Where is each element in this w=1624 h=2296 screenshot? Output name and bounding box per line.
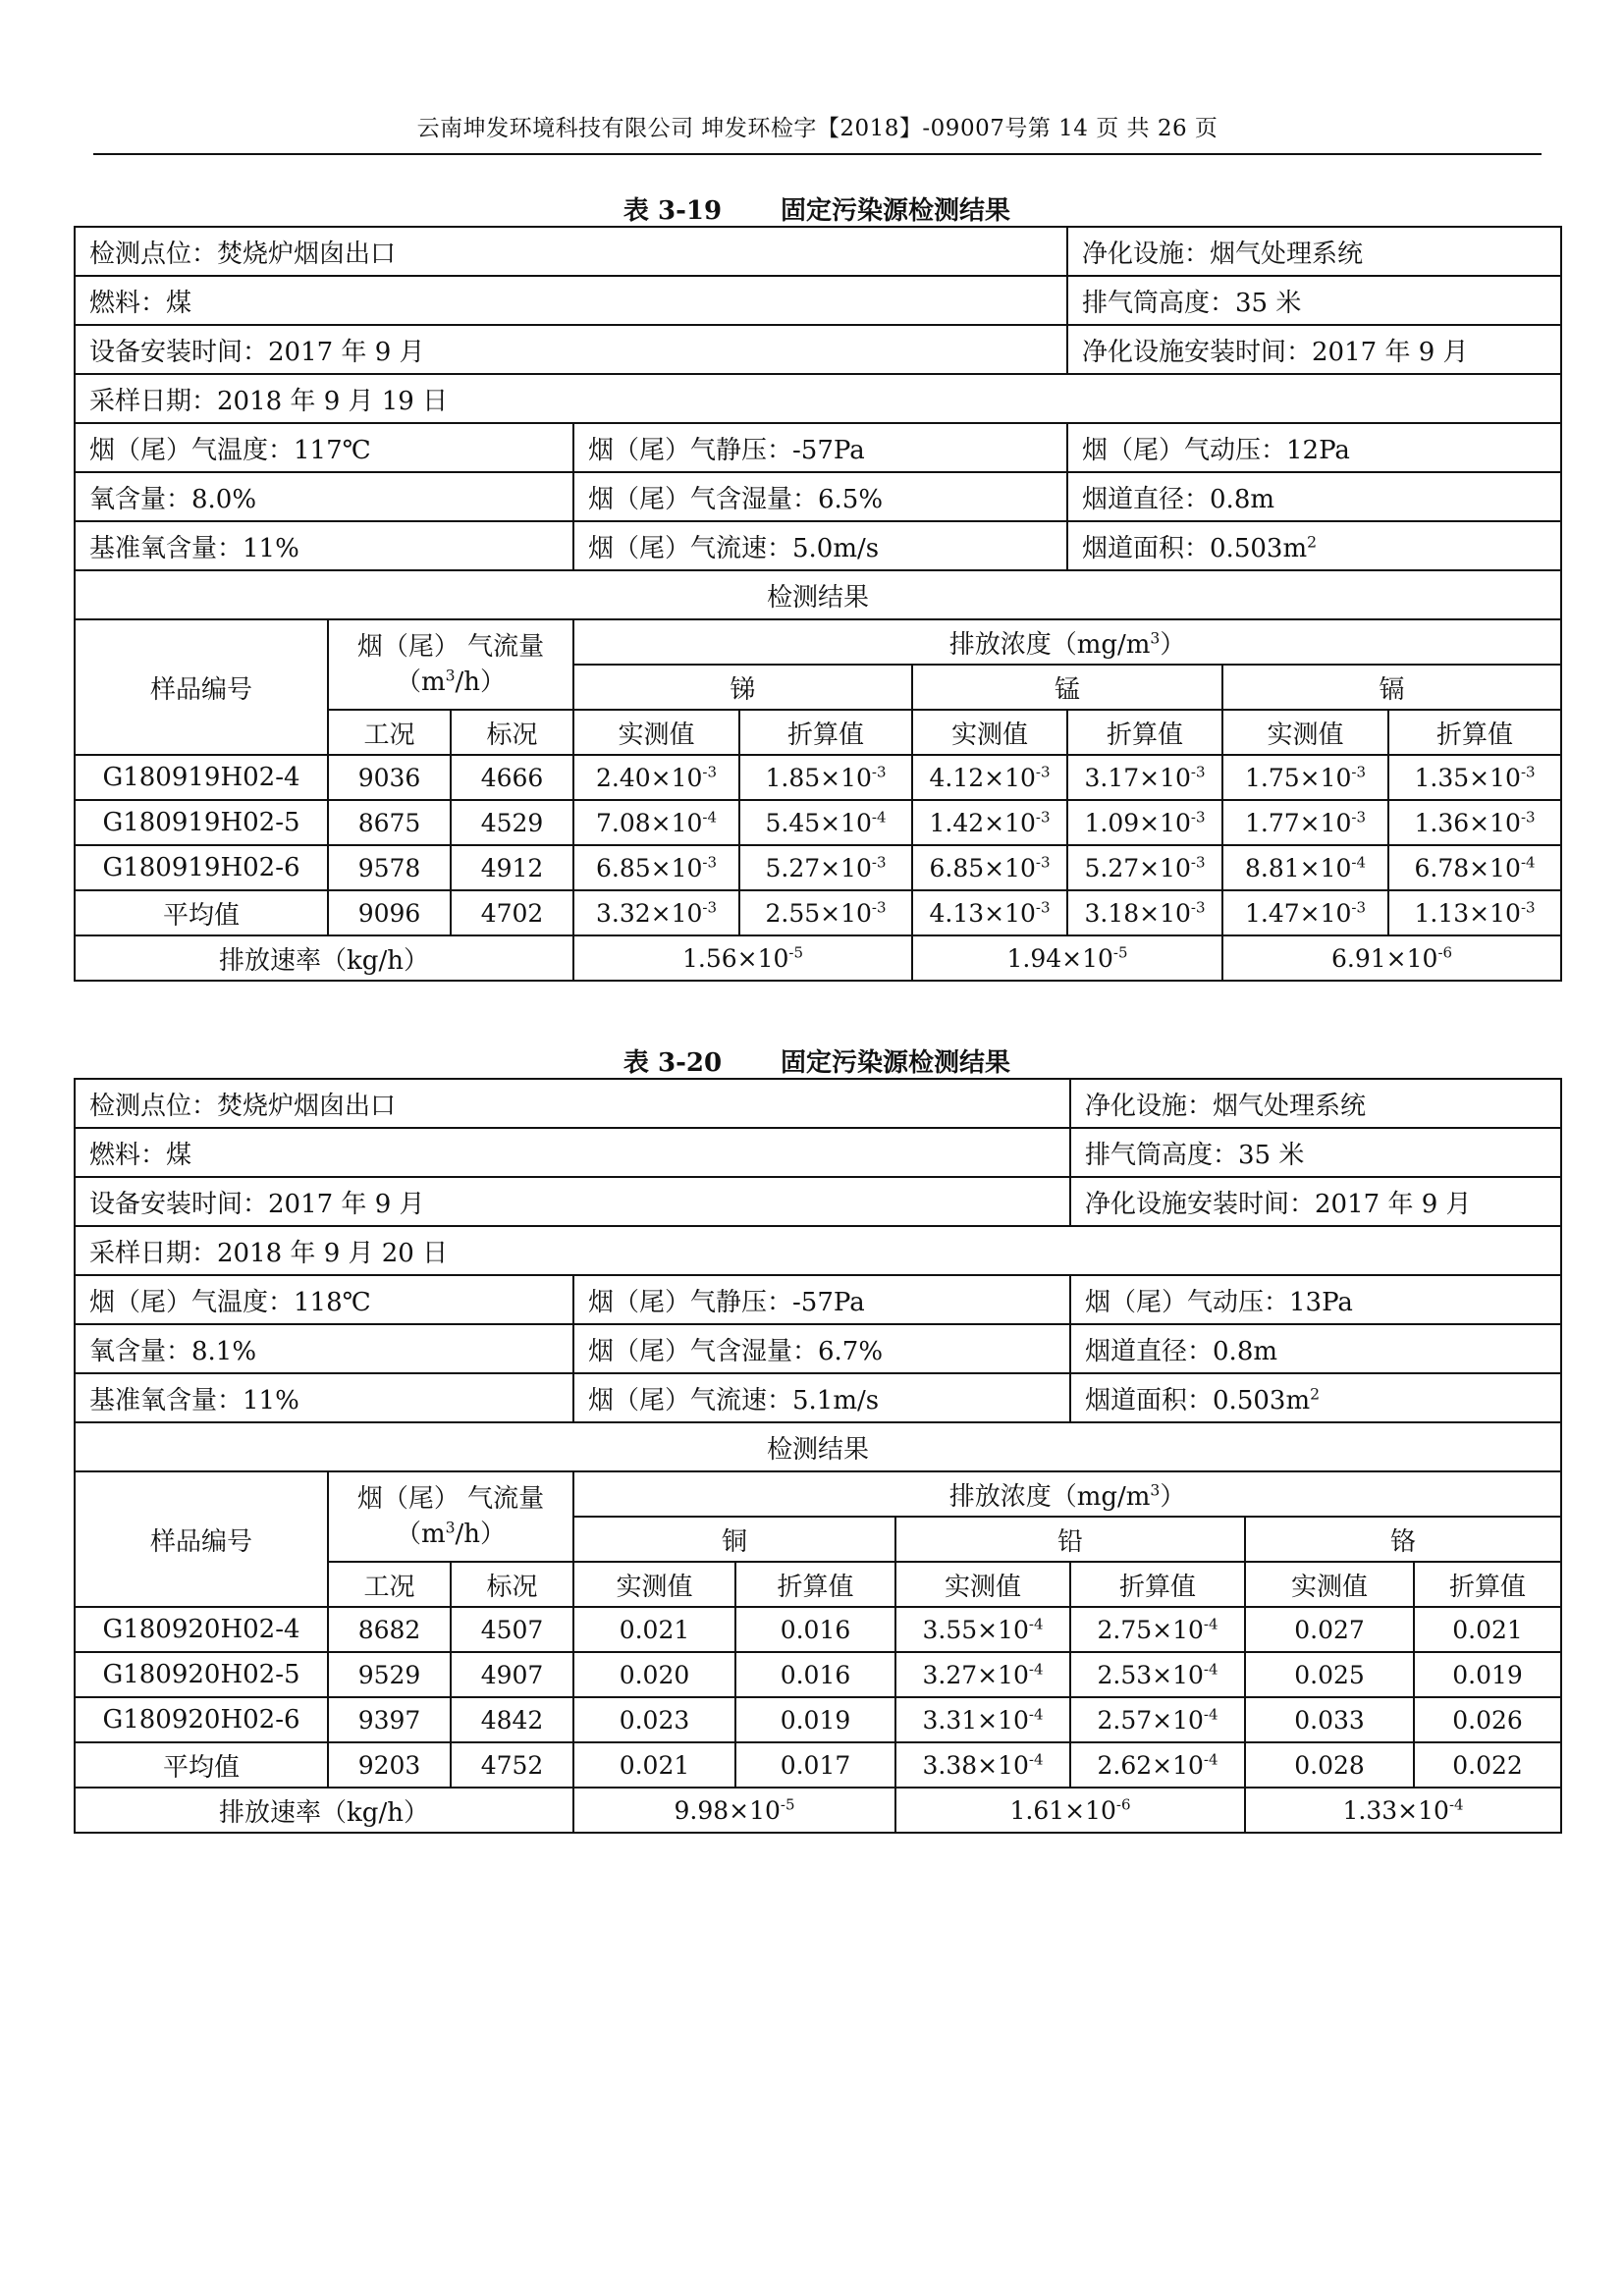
info-diameter: 烟道直径：0.8m	[1070, 1324, 1561, 1373]
col-measured: 实测值	[1245, 1562, 1414, 1607]
flow-work: 9578	[328, 845, 451, 890]
converted-value: $1.09\times 10^{-3}$	[1067, 800, 1222, 845]
measured-value: 0.021	[573, 1742, 735, 1788]
converted-value: $2.62\times 10^{-4}$	[1070, 1742, 1245, 1788]
info-install-time: 设备安装时间：2017 年 9 月	[75, 1177, 1070, 1226]
converted-value: $1.13\times 10^{-3}$	[1388, 890, 1561, 935]
measured-value: $6.85\times 10^{-3}$	[912, 845, 1067, 890]
col-converted: 折算值	[1414, 1562, 1561, 1607]
sample-id: G180920H02-6	[75, 1697, 328, 1742]
table-row	[75, 1652, 1561, 1697]
converted-value: 0.016	[735, 1652, 895, 1697]
measured-value: $4.12\times 10^{-3}$	[912, 755, 1067, 800]
info-area: 烟道面积：$0.503m^2$	[1067, 521, 1561, 570]
info-row	[75, 1226, 1561, 1275]
col-pollutant: 镉	[1222, 665, 1561, 710]
col-measured: 实测值	[895, 1562, 1070, 1607]
table-row	[75, 1742, 1561, 1788]
info-row	[75, 472, 1561, 521]
info-row	[75, 1079, 1561, 1128]
converted-value: 0.021	[1414, 1607, 1561, 1652]
results-title: 检测结果	[75, 570, 1561, 619]
info-area: 烟道面积：$0.503m^2$	[1070, 1373, 1561, 1422]
flow-standard: 4907	[451, 1652, 573, 1697]
col-converted: 折算值	[1070, 1562, 1245, 1607]
measured-value: 0.023	[573, 1697, 735, 1742]
info-row	[75, 1275, 1561, 1324]
measured-value: $2.40\times 10^{-3}$	[573, 755, 739, 800]
results-title-row	[75, 570, 1561, 619]
rate-value: $9.98\times 10^{-5}$	[573, 1788, 895, 1833]
col-flow: 烟（尾） 气流量 $(m^3/h)$	[328, 1471, 573, 1562]
table-row	[75, 800, 1561, 845]
info-fuel: 燃料：煤	[75, 276, 1067, 325]
measured-value: 0.025	[1245, 1652, 1414, 1697]
info-stack-height: 排气筒高度：35 米	[1070, 1128, 1561, 1177]
flow-work: 8682	[328, 1607, 451, 1652]
info-install-time: 设备安装时间：2017 年 9 月	[75, 325, 1067, 374]
measured-value: $3.31\times 10^{-4}$	[895, 1697, 1070, 1742]
converted-value: $2.55\times 10^{-3}$	[739, 890, 912, 935]
converted-value: $2.53\times 10^{-4}$	[1070, 1652, 1245, 1697]
rate-label: 排放速率（kg/h）	[75, 935, 573, 981]
info-oxygen: 氧含量：8.1%	[75, 1324, 573, 1373]
info-point: 检测点位：焚烧炉烟囱出口	[75, 1079, 1070, 1128]
measured-value: $6.85\times 10^{-3}$	[573, 845, 739, 890]
info-temperature: 烟（尾）气温度：117℃	[75, 423, 573, 472]
converted-value: $1.85\times 10^{-3}$	[739, 755, 912, 800]
converted-value: $5.27\times 10^{-3}$	[1067, 845, 1222, 890]
info-ref-oxygen: 基准氧含量：11%	[75, 1373, 573, 1422]
sample-id: G180920H02-4	[75, 1607, 328, 1652]
converted-value: 0.022	[1414, 1742, 1561, 1788]
converted-value: $1.35\times 10^{-3}$	[1388, 755, 1561, 800]
col-pollutant: 锰	[912, 665, 1222, 710]
info-row	[75, 374, 1561, 423]
info-row	[75, 276, 1561, 325]
col-measured: 实测值	[1222, 710, 1388, 755]
col-concentration: 排放浓度$(mg/m^3)$	[573, 1471, 1561, 1517]
converted-value: $2.57\times 10^{-4}$	[1070, 1697, 1245, 1742]
measured-value: $1.75\times 10^{-3}$	[1222, 755, 1388, 800]
info-humidity: 烟（尾）气含湿量：6.5%	[573, 472, 1067, 521]
col-work-condition: 工况	[328, 1562, 451, 1607]
info-diameter: 烟道直径：0.8m	[1067, 472, 1561, 521]
col-flow: 烟（尾） 气流量 $(m^3/h)$	[328, 619, 573, 710]
col-converted: 折算值	[1388, 710, 1561, 755]
sample-id: 平均值	[75, 1742, 328, 1788]
info-velocity: 烟（尾）气流速：5.1m/s	[573, 1373, 1070, 1422]
results-title-row	[75, 1422, 1561, 1471]
flow-standard: 4842	[451, 1697, 573, 1742]
measured-value: 0.033	[1245, 1697, 1414, 1742]
table-caption	[74, 190, 1560, 227]
info-row	[75, 227, 1561, 276]
rate-value: $6.91\times 10^{-6}$	[1222, 935, 1561, 981]
col-converted: 折算值	[735, 1562, 895, 1607]
rate-value: $1.61\times 10^{-6}$	[895, 1788, 1245, 1833]
info-oxygen: 氧含量：8.0%	[75, 472, 573, 521]
col-sample-id: 样品编号	[75, 1471, 328, 1607]
measured-value: 0.021	[573, 1607, 735, 1652]
col-sample-id: 样品编号	[75, 619, 328, 755]
measured-value: $3.27\times 10^{-4}$	[895, 1652, 1070, 1697]
table-caption	[74, 1042, 1560, 1079]
emission-table-2	[74, 1078, 1562, 1834]
info-velocity: 烟（尾）气流速：5.0m/s	[573, 521, 1067, 570]
results-title: 检测结果	[75, 1422, 1561, 1471]
flow-work: 9096	[328, 890, 451, 935]
info-row	[75, 1373, 1561, 1422]
col-concentration: 排放浓度$(mg/m^3)$	[573, 619, 1561, 665]
info-facility: 净化设施：烟气处理系统	[1067, 227, 1561, 276]
rate-row	[75, 1788, 1561, 1833]
col-measured: 实测值	[573, 1562, 735, 1607]
rate-value: $1.94\times 10^{-5}$	[912, 935, 1222, 981]
measured-value: $3.32\times 10^{-3}$	[573, 890, 739, 935]
info-row	[75, 423, 1561, 472]
col-pollutant: 锑	[573, 665, 912, 710]
info-facility: 净化设施：烟气处理系统	[1070, 1079, 1561, 1128]
measured-value: $3.38\times 10^{-4}$	[895, 1742, 1070, 1788]
col-measured: 实测值	[573, 710, 739, 755]
flow-standard: 4702	[451, 890, 573, 935]
sample-id: G180919H02-6	[75, 845, 328, 890]
table-title: 固定污染源检测结果	[781, 1048, 1011, 1078]
info-stack-height: 排气筒高度：35 米	[1067, 276, 1561, 325]
info-humidity: 烟（尾）气含湿量：6.7%	[573, 1324, 1070, 1373]
col-standard-condition: 标况	[451, 710, 573, 755]
measured-value: 0.020	[573, 1652, 735, 1697]
info-row	[75, 1324, 1561, 1373]
data-rows	[75, 755, 1561, 935]
flow-work: 9529	[328, 1652, 451, 1697]
converted-value: 0.026	[1414, 1697, 1561, 1742]
data-rows	[75, 1607, 1561, 1788]
measured-value: $4.13\times 10^{-3}$	[912, 890, 1067, 935]
flow-standard: 4529	[451, 800, 573, 845]
sample-id: G180920H02-5	[75, 1652, 328, 1697]
info-row	[75, 325, 1561, 374]
flow-standard: 4752	[451, 1742, 573, 1788]
flow-standard: 4912	[451, 845, 573, 890]
rate-value: $1.33\times 10^{-4}$	[1245, 1788, 1561, 1833]
measured-value: $3.55\times 10^{-4}$	[895, 1607, 1070, 1652]
flow-standard: 4666	[451, 755, 573, 800]
flow-work: 9036	[328, 755, 451, 800]
column-header-row	[75, 619, 1561, 665]
table-row	[75, 845, 1561, 890]
measured-value: 0.027	[1245, 1607, 1414, 1652]
converted-value: $2.75\times 10^{-4}$	[1070, 1607, 1245, 1652]
flow-standard: 4507	[451, 1607, 573, 1652]
measured-value: $1.47\times 10^{-3}$	[1222, 890, 1388, 935]
converted-value: 0.017	[735, 1742, 895, 1788]
table-number: 表 3-20	[623, 1048, 723, 1078]
emission-table-1	[74, 226, 1562, 982]
sample-id: G180919H02-4	[75, 755, 328, 800]
header-divider	[93, 153, 1542, 155]
info-dynamic-pressure: 烟（尾）气动压：12Pa	[1067, 423, 1561, 472]
info-static-pressure: 烟（尾）气静压：-57Pa	[573, 1275, 1070, 1324]
column-header-row	[75, 1471, 1561, 1517]
table-number: 表 3-19	[623, 196, 723, 226]
table-row	[75, 1697, 1561, 1742]
converted-value: 0.016	[735, 1607, 895, 1652]
converted-value: $6.78\times 10^{-4}$	[1388, 845, 1561, 890]
converted-value: $3.17\times 10^{-3}$	[1067, 755, 1222, 800]
col-pollutant: 铬	[1245, 1517, 1561, 1562]
converted-value: 0.019	[1414, 1652, 1561, 1697]
page-header: 云南坤发环境科技有限公司 坤发环检字【2018】-09007号第 14 页 共 26 页	[416, 116, 1218, 141]
flow-work: 8675	[328, 800, 451, 845]
info-temperature: 烟（尾）气温度：118℃	[75, 1275, 573, 1324]
measured-value: $8.81\times 10^{-4}$	[1222, 845, 1388, 890]
rate-label: 排放速率（kg/h）	[75, 1788, 573, 1833]
rate-row	[75, 935, 1561, 981]
col-standard-condition: 标况	[451, 1562, 573, 1607]
info-row	[75, 1177, 1561, 1226]
converted-value: $5.27\times 10^{-3}$	[739, 845, 912, 890]
info-fuel: 燃料：煤	[75, 1128, 1070, 1177]
table-title: 固定污染源检测结果	[781, 196, 1011, 226]
table-row	[75, 890, 1561, 935]
converted-value: 0.019	[735, 1697, 895, 1742]
converted-value: $1.36\times 10^{-3}$	[1388, 800, 1561, 845]
flow-work: 9203	[328, 1742, 451, 1788]
sample-id: 平均值	[75, 890, 328, 935]
converted-value: $3.18\times 10^{-3}$	[1067, 890, 1222, 935]
rate-value: $1.56\times 10^{-5}$	[573, 935, 912, 981]
measured-value: $7.08\times 10^{-4}$	[573, 800, 739, 845]
col-converted: 折算值	[739, 710, 912, 755]
measured-value: $1.77\times 10^{-3}$	[1222, 800, 1388, 845]
info-sampling-date: 采样日期：2018 年 9 月 20 日	[75, 1226, 1561, 1275]
info-ref-oxygen: 基准氧含量：11%	[75, 521, 573, 570]
info-facility-install-time: 净化设施安装时间：2017 年 9 月	[1070, 1177, 1561, 1226]
info-static-pressure: 烟（尾）气静压：-57Pa	[573, 423, 1067, 472]
info-row	[75, 521, 1561, 570]
info-sampling-date: 采样日期：2018 年 9 月 19 日	[75, 374, 1561, 423]
info-row	[75, 1128, 1561, 1177]
measured-value: $1.42\times 10^{-3}$	[912, 800, 1067, 845]
info-dynamic-pressure: 烟（尾）气动压：13Pa	[1070, 1275, 1561, 1324]
measured-value: 0.028	[1245, 1742, 1414, 1788]
info-point: 检测点位：焚烧炉烟囱出口	[75, 227, 1067, 276]
flow-work: 9397	[328, 1697, 451, 1742]
col-pollutant: 铜	[573, 1517, 895, 1562]
col-measured: 实测值	[912, 710, 1067, 755]
col-work-condition: 工况	[328, 710, 451, 755]
converted-value: $5.45\times 10^{-4}$	[739, 800, 912, 845]
table-row	[75, 1607, 1561, 1652]
col-pollutant: 铅	[895, 1517, 1245, 1562]
sample-id: G180919H02-5	[75, 800, 328, 845]
col-converted: 折算值	[1067, 710, 1222, 755]
info-facility-install-time: 净化设施安装时间：2017 年 9 月	[1067, 325, 1561, 374]
table-row	[75, 755, 1561, 800]
